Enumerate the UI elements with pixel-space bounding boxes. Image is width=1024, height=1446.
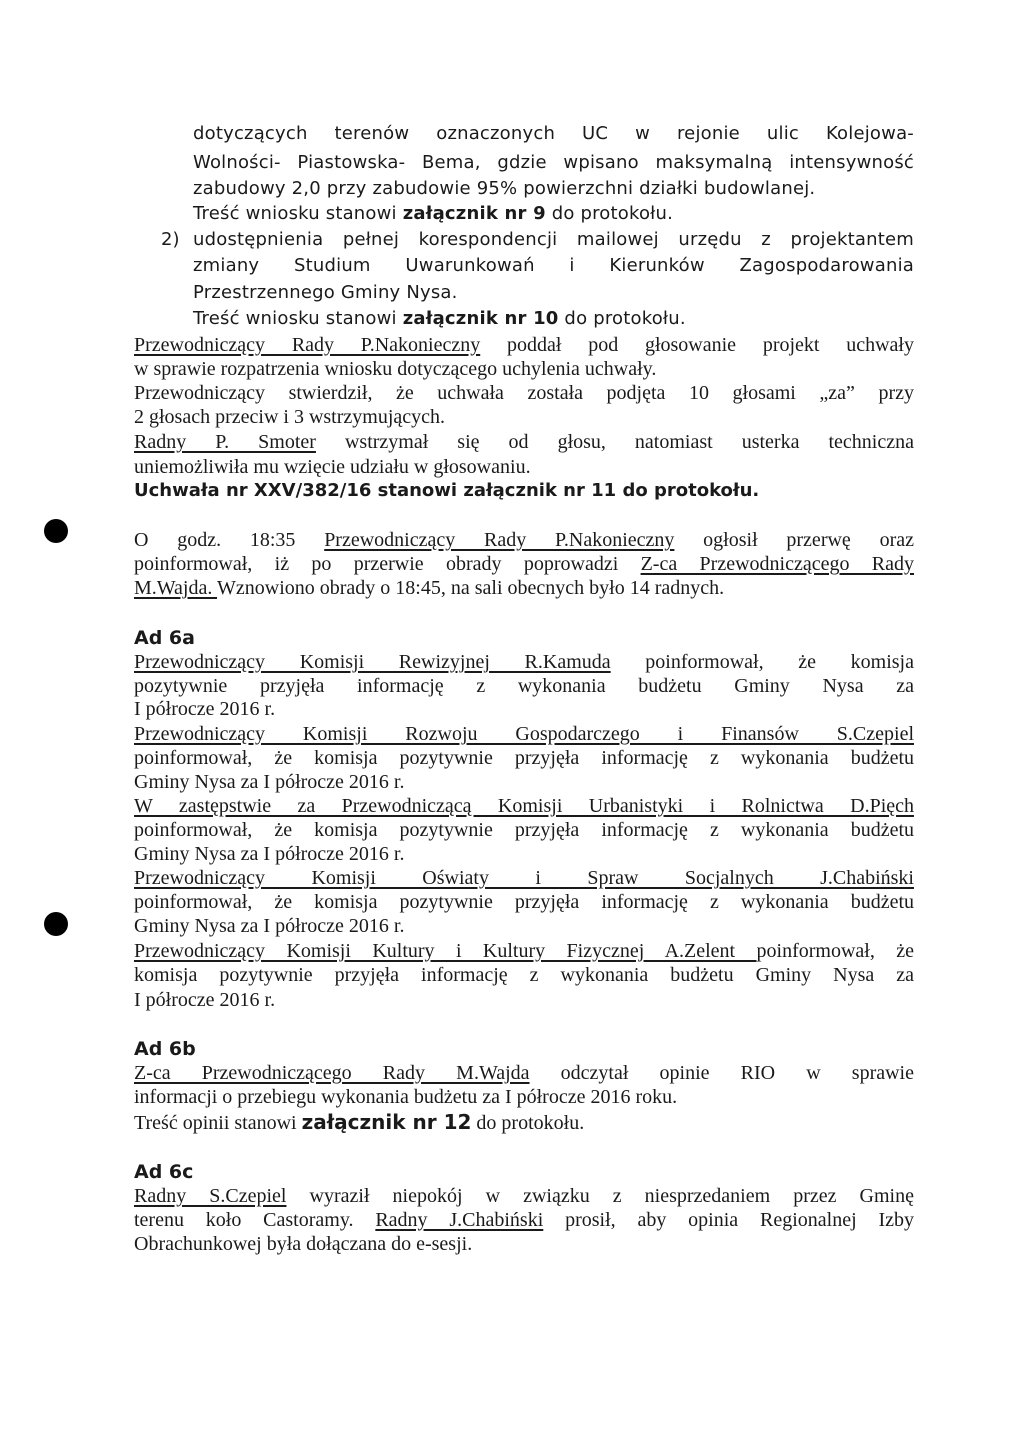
text-line: poinformował, że komisja pozytywnie przyjęła informację z wykonania budżetu: [134, 747, 914, 769]
text-line: Gminy Nysa za I półrocze 2016 r.: [134, 915, 405, 937]
text: do protokołu.: [558, 308, 686, 329]
text: Treść wniosku stanowi: [193, 308, 403, 329]
text-line: zmiany Studium Uwarunkowań i Kierunków Zagospodarowania: [193, 255, 914, 276]
text: do protokołu.: [471, 1112, 585, 1134]
text: poddał pod głosowanie projekt uchwały: [480, 334, 914, 356]
person-ref: M.Wajda.: [134, 577, 218, 599]
text-line: [134, 794, 914, 818]
text-line: [134, 1061, 914, 1085]
text-line: [134, 430, 914, 454]
section-heading: Ad 6c: [134, 1161, 194, 1183]
text-line: Wolności- Piastowska- Bema, gdzie wpisano maksymalną intensywność: [193, 152, 914, 173]
text: O godz. 18:35: [134, 529, 325, 551]
text: wstrzymał się od głosu, natomiast usterka techniczna: [315, 431, 914, 453]
text-line: [134, 650, 914, 674]
text-line: I półrocze 2016 r.: [134, 989, 276, 1011]
person-ref: Radny J.Chabiński: [375, 1209, 544, 1231]
text-line: w sprawie rozpatrzenia wniosku dotyczącego uchylenia uchwały.: [134, 358, 657, 380]
text: odczytał opinie RIO w sprawie: [529, 1062, 914, 1084]
text: ogłosił przerwę oraz: [674, 529, 914, 551]
text-line: pozytywnie przyjęła informację z wykonania budżetu Gminy Nysa za: [134, 675, 914, 697]
text-line: Przewodniczący stwierdził, że uchwała została podjęta 10 głosami „za” przy: [134, 382, 914, 404]
person-ref: Przewodniczący Komisji Rewizyjnej R.Kamuda: [134, 651, 611, 673]
text-line: [134, 939, 914, 963]
text-line: 2 głosach przeciw i 3 wstrzymujących.: [134, 406, 446, 428]
text-line: [134, 333, 914, 357]
text: poinformował, że: [756, 940, 914, 962]
person-ref: Z-ca Przewodniczącego Rady: [640, 553, 914, 575]
text-line: [134, 528, 914, 552]
text: do protokołu.: [545, 203, 674, 224]
text-line: I półrocze 2016 r.: [134, 698, 276, 720]
section-heading: Ad 6b: [134, 1038, 196, 1060]
text: Treść opinii stanowi: [134, 1112, 302, 1134]
binder-hole: [44, 912, 68, 936]
text-line: Gminy Nysa za I półrocze 2016 r.: [134, 771, 405, 793]
text-line: [134, 866, 914, 890]
text: terenu koło Castoramy.: [134, 1209, 376, 1231]
binder-hole: [44, 519, 68, 543]
person-ref: Radny S.Czepiel: [134, 1185, 287, 1207]
text-line: [193, 202, 914, 226]
text: prosił, aby opinia Regionalnej Izby: [543, 1209, 914, 1231]
person-ref: Z-ca Przewodniczącego Rady M.Wajda: [134, 1062, 530, 1084]
text-line: zabudowy 2,0 przy zabudowie 95% powierzchni działki budowlanej.: [193, 178, 816, 199]
person-ref: Przewodniczący Komisji Rozwoju Gospodarczego i Finansów S.Czepiel: [134, 723, 914, 745]
text-line: [134, 1110, 914, 1135]
resolution-ref: Uchwała nr XXV/382/16 stanowi załącznik nr 11 do protokołu.: [134, 480, 760, 501]
text: Treść wniosku stanowi: [193, 203, 403, 224]
person-ref: Radny P. Smoter: [134, 431, 316, 453]
text-line: [134, 722, 914, 746]
text-line: poinformował, że komisja pozytywnie przyjęła informację z wykonania budżetu: [134, 819, 914, 841]
text-line: [193, 307, 914, 331]
person-ref: Przewodniczący Komisji Kultury i Kultury Fizycznej A.Zelent: [134, 940, 757, 962]
text-line: Obrachunkowej była dołączana do e-sesji.: [134, 1233, 473, 1255]
person-ref: W zastępstwie za Przewodniczącą Komisji Urbanistyki i Rolnictwa D.Pięch: [134, 795, 914, 817]
text-line: poinformował, że komisja pozytywnie przyjęła informację z wykonania budżetu: [134, 891, 914, 913]
section-heading: Ad 6a: [134, 627, 195, 649]
text-line: [134, 1208, 914, 1232]
text: Wznowiono obrady o 18:45, na sali obecnych było 14 radnych.: [217, 577, 725, 599]
text-line: Gminy Nysa za I półrocze 2016 r.: [134, 843, 405, 865]
person-ref: Przewodniczący Komisji Oświaty i Spraw Socjalnych J.Chabiński: [134, 867, 914, 889]
attachment-ref: załącznik nr 12: [301, 1110, 472, 1134]
person-ref: Przewodniczący Rady P.Nakonieczny: [324, 529, 675, 551]
text-line: [134, 576, 914, 600]
person-ref: Przewodniczący Rady P.Nakonieczny: [134, 334, 481, 356]
attachment-ref: załącznik nr 9: [402, 203, 546, 224]
list-number: 2): [161, 229, 180, 250]
text-line: dotyczących terenów oznaczonych UC w rejonie ulic Kolejowa-: [193, 123, 914, 144]
text-line: [134, 1184, 914, 1208]
text-line: komisja pozytywnie przyjęła informację z wykonania budżetu Gminy Nysa za: [134, 964, 914, 986]
text: wyraził niepokój w związku z niesprzedaniem przez Gminę: [286, 1185, 914, 1207]
text: poinformował, że komisja: [610, 651, 914, 673]
text-line: informacji o przebiegu wykonania budżetu za I półrocze 2016 roku.: [134, 1086, 678, 1108]
text-line: udostępnienia pełnej korespondencji mailowej urzędu z projektantem: [193, 229, 914, 250]
text: poinformował, iż po przerwie obrady poprowadzi: [134, 553, 641, 575]
attachment-ref: załącznik nr 10: [402, 308, 559, 329]
text-line: Przestrzennego Gminy Nysa.: [193, 282, 458, 303]
text-line: uniemożliwiła mu wzięcie udziału w głosowaniu.: [134, 456, 531, 478]
text-line: [134, 552, 914, 576]
